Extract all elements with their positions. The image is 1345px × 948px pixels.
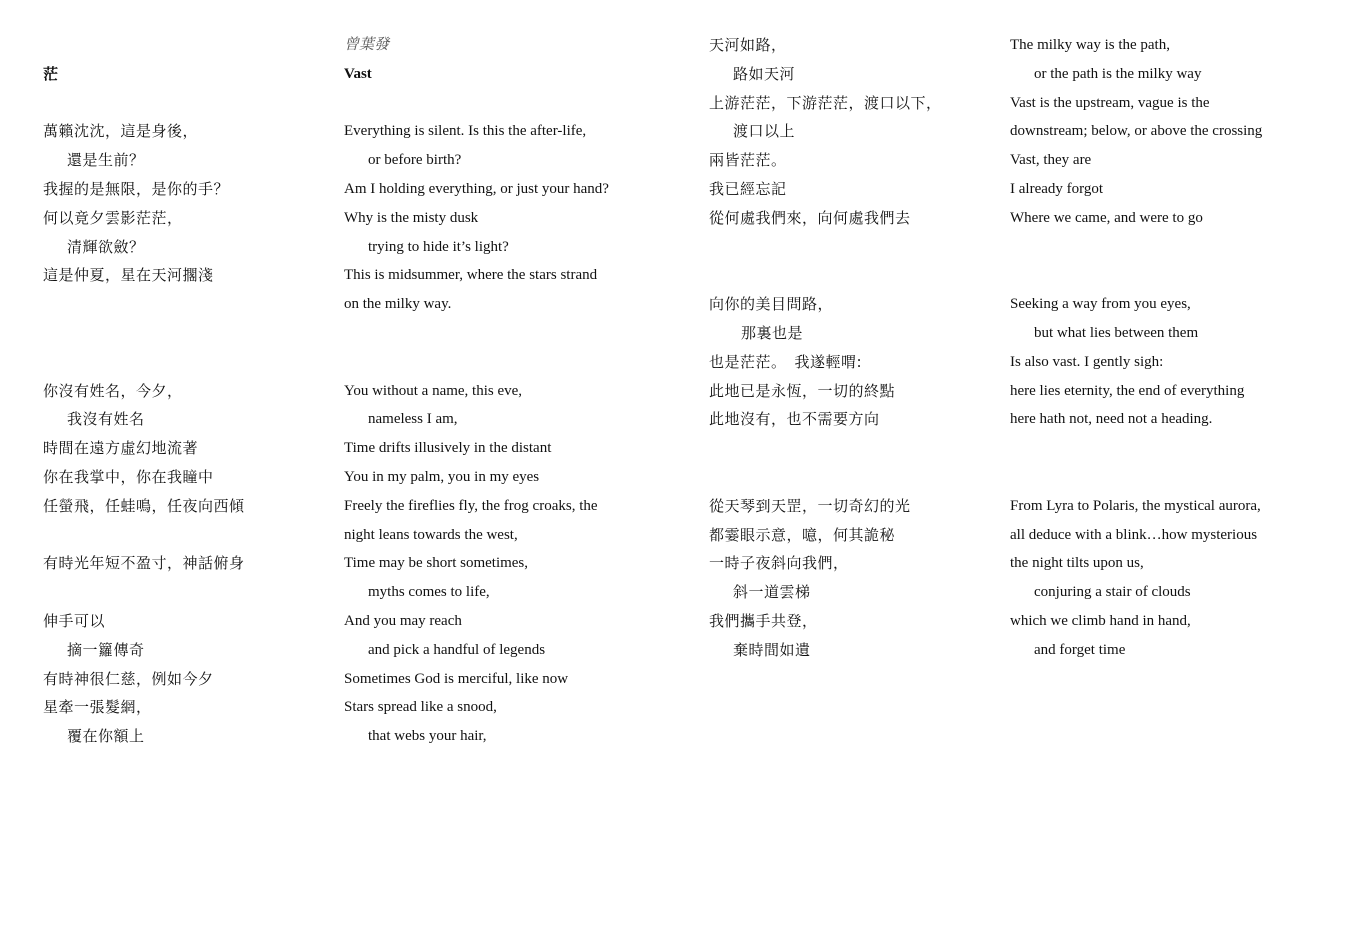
poem-line: 你沒有姓名，今夕， <box>43 381 183 400</box>
poem-line: Vast is the upstream, vague is the <box>1010 94 1210 111</box>
poem-line: 你在我掌中，你在我瞳中 <box>43 467 214 486</box>
poem-line: or the path is the milky way <box>1034 65 1202 82</box>
poem-line: here hath not, need not a heading. <box>1010 411 1213 428</box>
poem-line: Freely the fireflies fly, the frog croaks, the <box>344 497 598 514</box>
poem-line: that webs your hair, <box>368 728 487 745</box>
poem-line: conjuring a stair of clouds <box>1034 584 1191 601</box>
poem-line: 我們攜手共登， <box>709 611 818 630</box>
poem-line: 我已經忘記 <box>709 179 787 198</box>
poem-line: You without a name, this eve, <box>344 382 523 399</box>
stanza-break <box>1010 233 1330 262</box>
poem-line: Sometimes God is merciful, like now <box>344 670 569 687</box>
poem-line: downstream; below, or above the crossing <box>1010 123 1263 140</box>
stanza-break <box>709 434 999 463</box>
poem-line: myths comes to life, <box>368 584 490 601</box>
left-chinese-column <box>43 31 333 751</box>
poem-line: Seeking a way from you eyes, <box>1010 296 1191 313</box>
right-chinese-column <box>709 31 999 665</box>
stanza-break <box>43 578 333 607</box>
poem-author: 曾葉發 <box>344 37 390 53</box>
stanza-break <box>43 89 333 118</box>
poem-line: the night tilts upon us, <box>1010 555 1144 572</box>
poem-line: 天河如路， <box>709 36 787 54</box>
poem-line: and forget time <box>1034 641 1126 658</box>
poem-line: trying to hide it’s light? <box>368 238 509 255</box>
poem-line: Everything is silent. Is this the after-life, <box>344 123 587 140</box>
stanza-break <box>1010 463 1330 492</box>
poem-line: Vast, they are <box>1010 152 1092 169</box>
left-english-column <box>344 31 684 751</box>
poem-line: 棄時間如遺 <box>733 640 811 659</box>
poem-line: 覆在你額上 <box>67 727 145 746</box>
poem-line: 有時光年短不盈寸，神話俯身 <box>43 554 245 573</box>
stanza-break <box>709 463 999 492</box>
poem-line: 從天琴到天罡，一切奇幻的光 <box>709 496 911 515</box>
stanza-break <box>709 261 999 290</box>
poem-title: Vast <box>344 65 372 82</box>
poem-line: on the milky way. <box>344 296 452 313</box>
poem-line: nameless I am, <box>368 411 458 428</box>
poem-line: and pick a handful of legends <box>368 641 546 658</box>
poem-line: here lies eternity, the end of everything <box>1010 382 1245 399</box>
poem-line: Where we came, and were to go <box>1010 209 1203 226</box>
poem-line: 上游茫茫，下游茫茫，渡口以下， <box>709 93 942 112</box>
poem-line: 這是仲夏，星在天河擱淺 <box>43 266 214 285</box>
poem-line: 渡口以上 <box>733 122 796 141</box>
stanza-break <box>709 233 999 262</box>
poem-line: 有時神很仁慈，例如今夕 <box>43 669 214 688</box>
poem-line: Time drifts illusively in the distant <box>344 440 552 457</box>
poem-line: but what lies between them <box>1034 324 1199 341</box>
stanza-break <box>43 319 333 348</box>
poem-line: 此地沒有，也不需要方向 <box>709 410 880 429</box>
poem-line: Is also vast. I gently sigh: <box>1010 353 1164 370</box>
stanza-break <box>43 31 333 60</box>
poem-line: The milky way is the path, <box>1010 37 1170 53</box>
poem-line: This is midsummer, where the stars strand <box>344 267 598 284</box>
poem-line: 星牽一張髮網， <box>43 698 152 717</box>
poem-line: night leans towards the west, <box>344 526 518 543</box>
poem-line: 我握的是無限，是你的手？ <box>43 179 230 198</box>
poem-line: 都霎眼示意，噫，何其詭秘 <box>709 525 896 544</box>
poem-line: or before birth? <box>368 152 462 169</box>
stanza-break <box>43 290 333 319</box>
poem-line: 任螢飛，任蛙鳴，任夜向西傾 <box>43 496 245 515</box>
poem-line: 斜一道雲梯 <box>733 583 811 602</box>
poem-line: 向你的美目問路， <box>709 295 834 314</box>
stanza-break <box>43 521 333 550</box>
poem-line: And you may reach <box>344 612 462 629</box>
poem-line: 也是茫茫。 我遂輕喟: <box>709 352 863 371</box>
poem-line: You in my palm, you in my eyes <box>344 468 540 485</box>
poem-line: 我沒有姓名 <box>67 410 145 429</box>
stanza-break <box>344 319 684 348</box>
poem-line: 伸手可以 <box>43 611 106 630</box>
poem-line: 萬籟沈沈，這是身後， <box>43 122 199 141</box>
poem-line: 摘一籮傳奇 <box>67 640 145 659</box>
poem-line: Am I holding everything, or just your hand? <box>344 180 609 197</box>
poem-line: 路如天河 <box>733 64 796 83</box>
poem-line: 何以竟夕雲影茫茫， <box>43 208 183 227</box>
stanza-break <box>43 348 333 377</box>
stanza-break <box>344 89 684 118</box>
poem-line: all deduce with a blink…how mysterious <box>1010 526 1258 543</box>
poem-line: I already forgot <box>1010 180 1104 197</box>
stanza-break <box>1010 261 1330 290</box>
poem-line: 清輝欲斂？ <box>67 237 145 256</box>
poem-title: 茫 <box>43 64 59 83</box>
poem-line: From Lyra to Polaris, the mystical aurora, <box>1010 497 1261 514</box>
poem-line: Stars spread like a snood, <box>344 699 497 716</box>
poem-line: 兩皆茫茫。 <box>709 151 787 170</box>
poem-line: 時間在遠方虛幻地流著 <box>43 439 199 458</box>
poem-line: 從何處我們來，向何處我們去 <box>709 208 911 227</box>
right-english-column <box>1010 31 1330 665</box>
poem-line: 那裏也是 <box>741 323 804 342</box>
stanza-break <box>1010 434 1330 463</box>
stanza-break <box>344 348 684 377</box>
poem-line: 此地已是永恆，一切的終點 <box>709 381 896 400</box>
poem-line: Why is the misty dusk <box>344 209 479 226</box>
poem-line: 還是生前？ <box>67 151 145 170</box>
poem-line: Time may be short sometimes, <box>344 555 529 572</box>
poem-line: 一時子夜斜向我們， <box>709 554 849 573</box>
poem-line: which we climb hand in hand, <box>1010 612 1191 629</box>
